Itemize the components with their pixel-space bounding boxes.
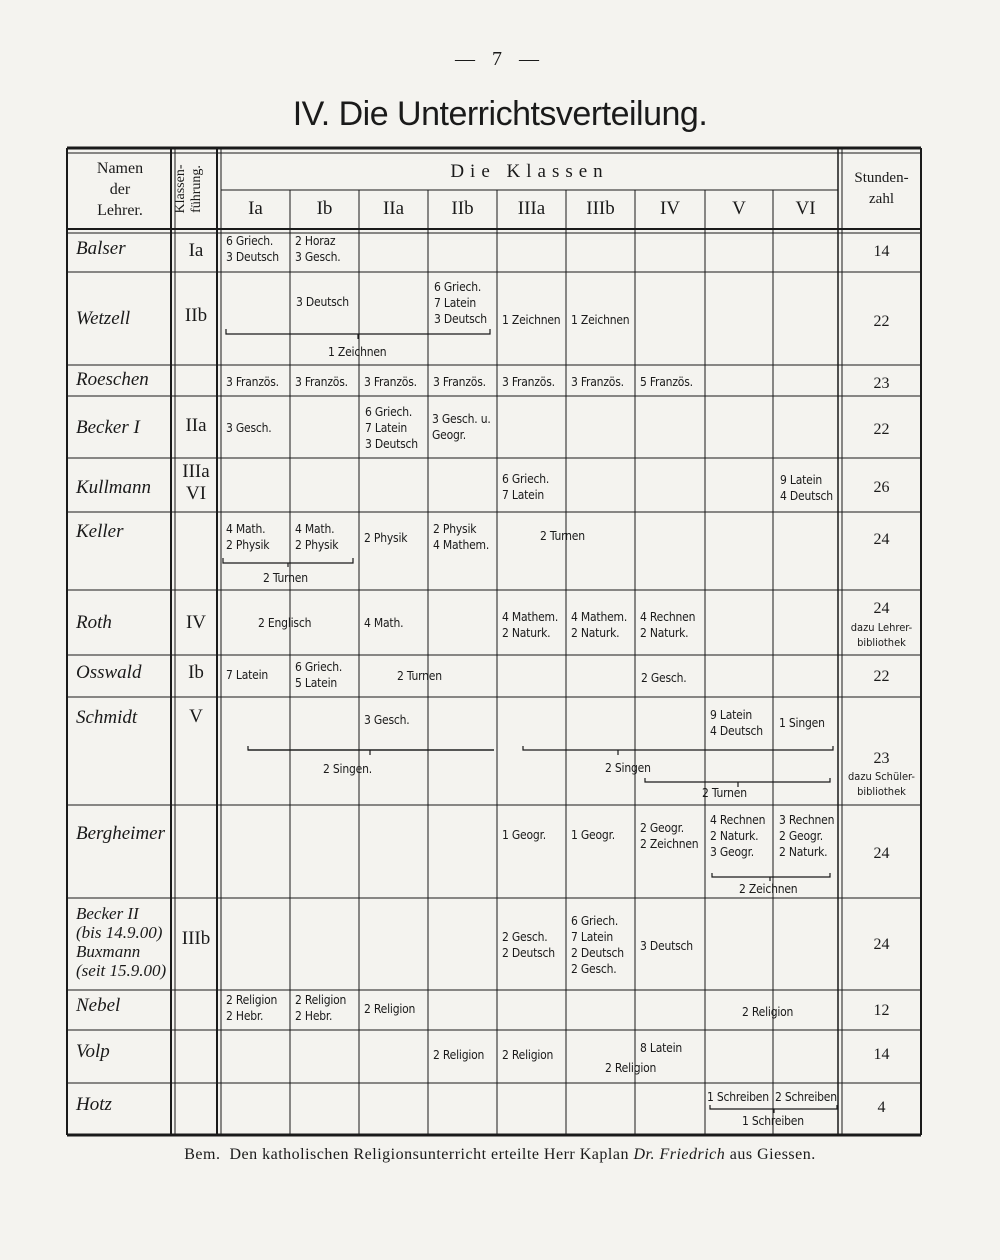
- cell-schmidt-v: 9 Latein 4 Deutsch: [710, 708, 763, 738]
- cell-roth-englisch: 2 Englisch: [258, 616, 312, 630]
- cell-becker2-iiia: 2 Gesch. 2 Deutsch: [502, 930, 555, 960]
- cell-keller-turnen: 2 Turnen: [540, 529, 585, 543]
- cell-osswald-turnen: 2 Turnen: [397, 669, 442, 683]
- cell-roeschen-iib: 3 Französ.: [433, 375, 486, 389]
- cell-volp-religion-span: 2 Religion: [605, 1061, 657, 1075]
- teacher-name: Becker II (bis 14.9.00) Buxmann (seit 15.9.00): [76, 904, 167, 980]
- header-names: Namen der Lehrer.: [96, 160, 144, 219]
- header-stundenzahl: Stunden- zahl: [854, 170, 909, 207]
- hours-value: 4: [877, 1099, 886, 1116]
- hours-value: 14: [873, 243, 890, 260]
- hours-note-schuelerbibliothek: dazu Schüler- bibliothek: [847, 770, 915, 798]
- class-iiib: IIIb: [586, 198, 615, 219]
- header-die-klassen: Die Klassen: [450, 161, 609, 182]
- cell-schmidt-singen-left: 2 Singen.: [323, 762, 372, 776]
- cell-nebel-ia: 2 Religion 2 Hebr.: [226, 993, 278, 1023]
- cell-keller-ia: 4 Math. 2 Physik: [226, 522, 270, 552]
- header-klassenfuehrung: Klassen- führung.: [173, 164, 204, 214]
- cell-keller-ib: 4 Math. 2 Physik: [295, 522, 339, 552]
- cell-kullmann-iiia: 6 Griech. 7 Latein: [502, 472, 550, 502]
- klassenfuehrung-value: IIb: [184, 305, 208, 326]
- teacher-name: Volp: [76, 1041, 110, 1062]
- klassenfuehrung-value: Ia: [188, 240, 204, 261]
- hours-value: 14: [873, 1046, 890, 1063]
- cell-roth-iiib: 4 Mathem. 2 Naturk.: [571, 610, 628, 640]
- cell-osswald-ib: 6 Griech. 5 Latein: [295, 660, 343, 690]
- klassenfuehrung-value: V: [189, 706, 203, 727]
- cell-schmidt-turnen: 2 Turnen: [702, 786, 747, 800]
- hours-value: 22: [873, 668, 890, 685]
- teacher-name: Bergheimer: [76, 823, 165, 844]
- cell-osswald-ia: 7 Latein: [226, 668, 269, 682]
- cell-schmidt-singen-right: 2 Singen: [605, 761, 651, 775]
- cell-wetzell-iiib: 1 Zeichnen: [571, 313, 630, 327]
- teacher-name: Roth: [76, 612, 112, 633]
- teacher-name: Kullmann: [76, 477, 151, 498]
- cell-balser-ib: 2 Horaz 3 Gesch.: [295, 234, 341, 264]
- teacher-name: Nebel: [76, 995, 121, 1016]
- hours-value: 24: [873, 936, 890, 953]
- hours-value: 24: [873, 845, 890, 862]
- klassenfuehrung-value: IIIb: [181, 928, 211, 949]
- teacher-name: Hotz: [76, 1094, 112, 1115]
- footnote-name: Dr. Friedrich: [633, 1146, 726, 1163]
- cell-nebel-v-vi: 2 Religion: [742, 1005, 794, 1019]
- cell-roeschen-ia: 3 Französ.: [226, 375, 279, 389]
- cell-volp-iib: 2 Religion: [433, 1048, 485, 1062]
- hours-value: 22: [873, 421, 890, 438]
- klassenfuehrung-value: IIIa VI: [182, 461, 210, 504]
- cell-roeschen-iv: 5 Französ.: [640, 375, 693, 389]
- cell-becker2-iiib: 6 Griech. 7 Latein 2 Deutsch 2 Gesch.: [571, 914, 624, 976]
- footnote: [0, 1146, 1000, 1164]
- hours-value: 22: [873, 313, 890, 330]
- hours-note-lehrerbibliothek: dazu Lehrer- bibliothek: [850, 621, 913, 649]
- class-v: V: [732, 198, 746, 219]
- class-ia: Ia: [248, 198, 263, 219]
- cell-keller-turnen-span: 2 Turnen: [263, 571, 308, 585]
- hours-value: 24: [873, 600, 890, 617]
- cell-roth-iia: 4 Math.: [364, 616, 404, 630]
- page-title: IV. Die Unterrichtsverteilung.: [292, 95, 708, 133]
- cell-bergheimer-iv: 2 Geogr. 2 Zeichnen: [640, 821, 699, 851]
- cell-volp-iv: 8 Latein: [640, 1041, 683, 1055]
- cell-roeschen-iiia: 3 Französ.: [502, 375, 555, 389]
- cell-becker2-iv: 3 Deutsch: [640, 939, 693, 953]
- cell-keller-iia: 2 Physik: [364, 531, 408, 545]
- page-number: — 7 —: [455, 48, 545, 70]
- class-iib: IIb: [451, 198, 474, 219]
- cell-balser-ia: 6 Griech. 3 Deutsch: [226, 234, 279, 264]
- cell-kullmann-vi: 9 Latein 4 Deutsch: [780, 473, 833, 503]
- hours-value: 23: [873, 375, 890, 392]
- cell-nebel-iia: 2 Religion: [364, 1002, 416, 1016]
- cell-roth-iiia: 4 Mathem. 2 Naturk.: [502, 610, 559, 640]
- teacher-name: Roeschen: [76, 369, 149, 390]
- cell-bergheimer-iiib: 1 Geogr.: [571, 828, 615, 842]
- bracket-wetzell: [226, 329, 490, 339]
- footnote-prefix: Bem. Den katholischen Religionsunterricht erteilte Herr Kaplan: [184, 1146, 634, 1163]
- klassenfuehrung-value: Ib: [188, 662, 204, 683]
- klassenfuehrung-value: IIa: [185, 415, 207, 436]
- cell-wetzell-zeichnen-span: 1 Zeichnen: [328, 345, 387, 359]
- cell-hotz-v: 1 Schreiben: [707, 1090, 769, 1104]
- cell-hotz-vi: 2 Schreiben: [775, 1090, 837, 1104]
- cell-becker1-ia: 3 Gesch.: [226, 421, 272, 435]
- cell-schmidt-vi: 1 Singen: [779, 716, 825, 730]
- teacher-name: Becker I: [76, 417, 140, 438]
- teacher-name: Osswald: [76, 662, 142, 683]
- bracket-keller: [223, 558, 353, 567]
- teacher-name: Wetzell: [76, 308, 131, 329]
- cell-bergheimer-iiia: 1 Geogr.: [502, 828, 546, 842]
- cell-nebel-ib: 2 Religion 2 Hebr.: [295, 993, 347, 1023]
- teacher-name: Keller: [76, 521, 124, 542]
- class-iiia: IIIa: [517, 198, 546, 219]
- footnote-suffix: aus Giessen.: [725, 1146, 816, 1163]
- cell-bergheimer-zeichnen-span: 2 Zeichnen: [739, 882, 798, 896]
- cell-osswald-iv: 2 Gesch.: [641, 671, 687, 685]
- teacher-name: Schmidt: [76, 707, 138, 728]
- cell-wetzell-iiia: 1 Zeichnen: [502, 313, 561, 327]
- cell-roeschen-iia: 3 Französ.: [364, 375, 417, 389]
- class-ib: Ib: [316, 198, 333, 219]
- cell-roeschen-ib: 3 Französ.: [295, 375, 348, 389]
- klassenfuehrung-value: IV: [185, 612, 207, 633]
- cell-bergheimer-v: 4 Rechnen 2 Naturk. 3 Geogr.: [710, 813, 766, 859]
- cell-bergheimer-vi: 3 Rechnen 2 Geogr. 2 Naturk.: [779, 813, 835, 859]
- cell-roth-iv: 4 Rechnen 2 Naturk.: [640, 610, 696, 640]
- class-iv: IV: [659, 198, 681, 219]
- cell-wetzell-iib: 6 Griech. 7 Latein 3 Deutsch: [434, 280, 487, 326]
- hours-value: 24: [873, 531, 890, 548]
- cell-schmidt-iia: 3 Gesch.: [364, 713, 410, 727]
- class-iia: IIa: [382, 198, 405, 219]
- cell-becker1-iib: 3 Gesch. u. Geogr.: [432, 412, 491, 442]
- hours-value: 23: [873, 750, 890, 767]
- cell-hotz-schreiben-span: 1 Schreiben: [742, 1114, 804, 1128]
- bracket-schmidt-right: [523, 746, 833, 755]
- cell-keller-iib: 2 Physik 4 Mathem.: [433, 522, 490, 552]
- teacher-name: Balser: [76, 238, 126, 259]
- cell-wetzell-ib: 3 Deutsch: [296, 295, 349, 309]
- class-vi: VI: [795, 198, 816, 219]
- hours-value: 26: [873, 479, 890, 496]
- cell-volp-iiia: 2 Religion: [502, 1048, 554, 1062]
- cell-roeschen-iiib: 3 Französ.: [571, 375, 624, 389]
- hours-value: 12: [873, 1002, 890, 1019]
- bracket-bergheimer: [712, 873, 830, 881]
- cell-becker1-iia: 6 Griech. 7 Latein 3 Deutsch: [365, 405, 418, 451]
